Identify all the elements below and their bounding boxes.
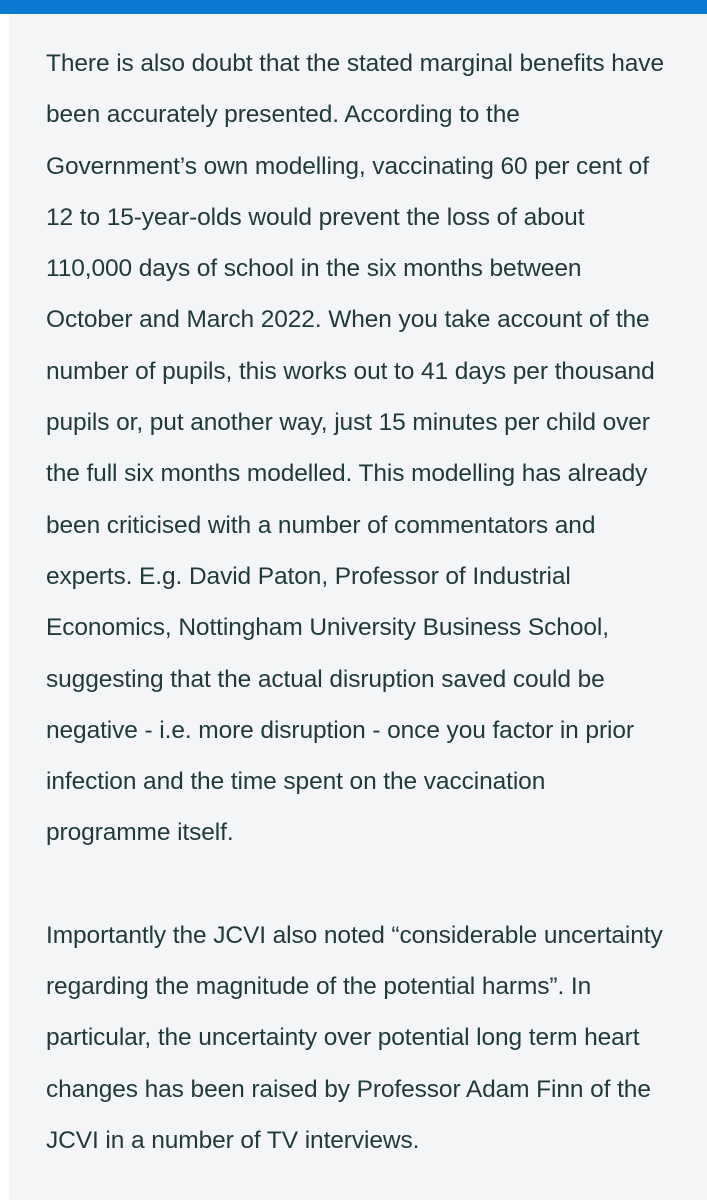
paragraph-potential-harms: Importantly the JCVI also noted “considerable uncertainty regarding the magnitude of the potential harms”. In particular, the uncertainty over potential long term heart changes has been raised by Professor Adam Finn of the JCVI in a number of TV interviews. <box>46 921 663 1154</box>
top-accent-bar <box>0 0 707 14</box>
article-body <box>46 38 671 1166</box>
article-card <box>9 14 707 1200</box>
paragraph-marginal-benefits: There is also doubt that the stated marginal benefits have been accurately presented. According to the Government’s own modelling, vaccinating 60 per cent of 12 to 15-year-olds would prevent the loss of about 110,000 days of school in the six months between October and March 2022. When you take account of the number of pupils, this works out to 41 days per thousand pupils or, put another way, just 15 minutes per child over the full six months modelled. This modelling has already been criticised with a number of commentators and experts. E.g. David Paton, Professor of Industrial Economics, Nottingham University Business School, suggesting that the actual disruption saved could be negative - i.e. more disruption - once you factor in prior infection and the time spent on the vaccination programme itself. <box>46 50 664 847</box>
